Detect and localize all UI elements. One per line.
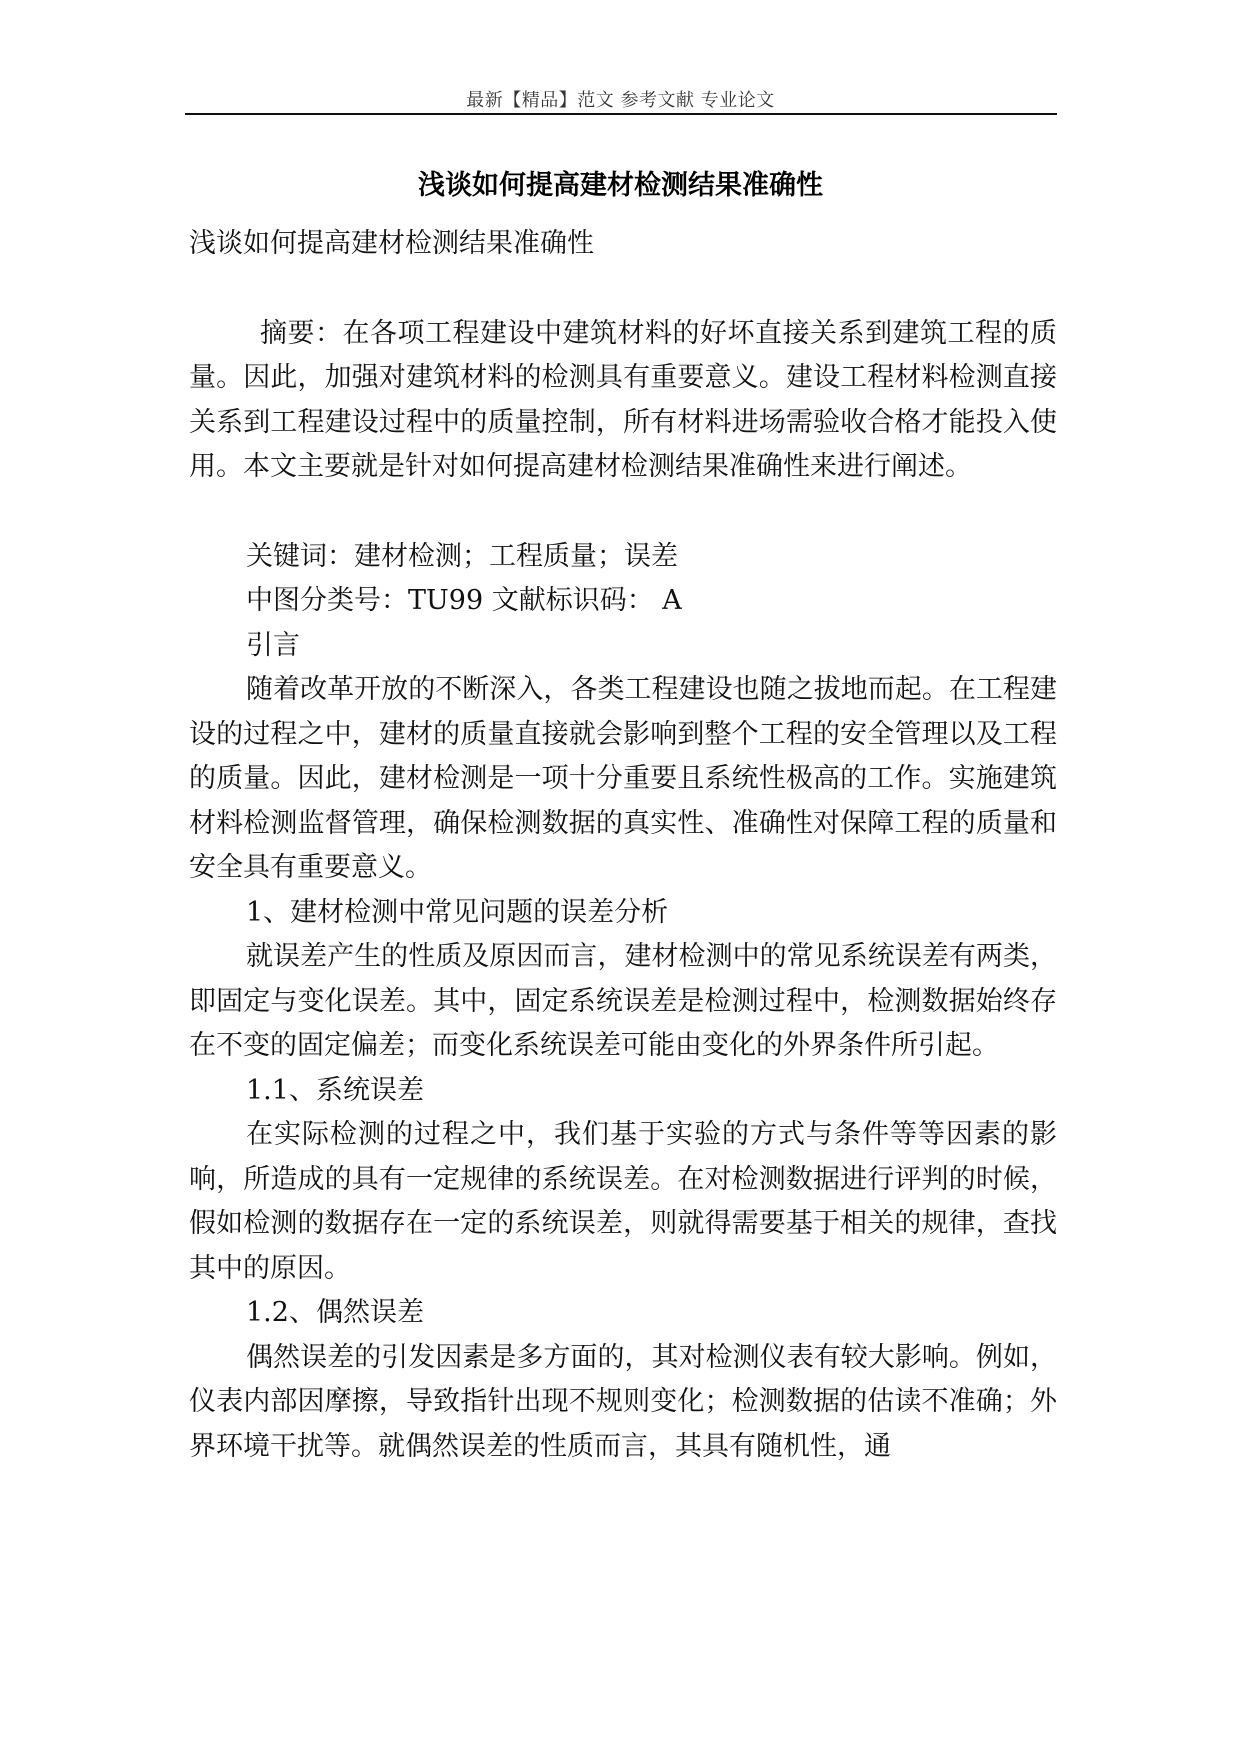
header-divider xyxy=(185,113,1057,115)
body-paragraph: 在实际检测的过程之中，我们基于实验的方式与条件等等因素的影响，所造成的具有一定规律的系统误差。在对检测数据进行评判的时候，假如检测的数据存在一定的系统误差，则就得需要基于相关的规律，查找其中的原因。 xyxy=(189,1119,1057,1284)
classification-line: 中图分类号：TU99 文献标识码： A xyxy=(246,585,682,616)
document-title: 浅谈如何提高建材检测结果准确性 xyxy=(418,170,823,201)
section-heading-1-2: 1.2、偶然误差 xyxy=(246,1297,424,1328)
body-paragraph: 偶然误差的引发因素是多方面的，其对检测仪表有较大影响。例如，仪表内部因摩擦，导致指针出现不规则变化；检测数据的估读不准确；外界环境干扰等。就偶然误差的性质而言，其具有随机性，通 xyxy=(189,1341,1057,1462)
body-paragraph: 就误差产生的性质及原因而言，建材检测中的常见系统误差有两类，即固定与变化误差。其中，固定系统误差是检测过程中，检测数据始终存在不变的固定偏差；而变化系统误差可能由变化的外界条件所引起。 xyxy=(189,941,1057,1061)
keywords-line: 关键词：建材检测；工程质量；误差 xyxy=(246,540,678,572)
page-header: 最新【精品】范文 参考文献 专业论文 xyxy=(466,90,775,111)
abstract-paragraph: 摘要：在各项工程建设中建筑材料的好坏直接关系到建筑工程的质量。因此，加强对建筑材料的检测具有重要意义。建设工程材料检测直接关系到工程建设过程中的质量控制，所有材料进场需验收合格才能投入使用。本文主要就是针对如何提高建材检测结果准确性来进行阐述。 xyxy=(189,317,1057,482)
body-paragraph: 随着改革开放的不断深入，各类工程建设也随之拔地而起。在工程建设的过程之中，建材的质量直接就会影响到整个工程的安全管理以及工程的质量。因此，建材检测是一项十分重要且系统性极高的工作。实施建筑材料检测监督管理，确保检测数据的真实性、准确性对保障工程的质量和安全具有重要意义。 xyxy=(189,674,1057,883)
section-heading-1: 1、建材检测中常见问题的误差分析 xyxy=(246,896,669,928)
section-heading-1-1: 1.1、系统误差 xyxy=(246,1074,424,1106)
section-heading-introduction: 引言 xyxy=(246,629,300,661)
document-subtitle: 浅谈如何提高建材检测结果准确性 xyxy=(189,228,594,259)
document-body xyxy=(189,222,1057,1469)
